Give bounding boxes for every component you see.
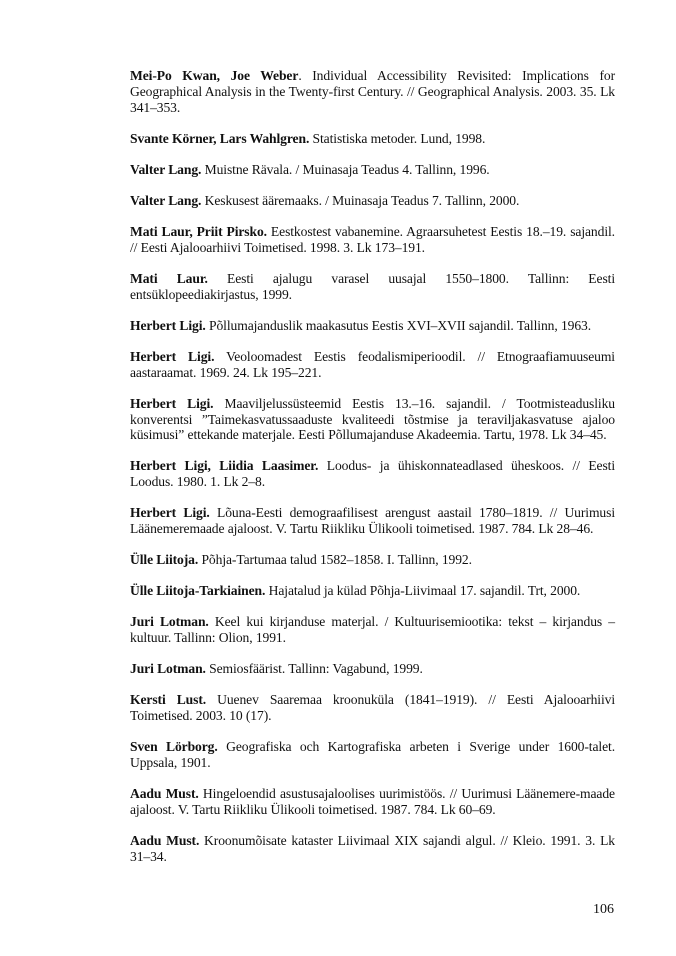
reference-text: Hajatalud ja külad Põhja-Liivimaal 17. sajandil. Trt, 2000. [265, 583, 581, 599]
reference-entry [130, 131, 615, 147]
reference-entry [130, 224, 615, 256]
reference-list [130, 68, 615, 880]
reference-text: Muistne Rävala. / Muinasaja Teadus 4. Tallinn, 1996. [201, 161, 490, 177]
reference-author: Valter Lang. [130, 161, 202, 177]
reference-entry [130, 271, 615, 303]
reference-entry [130, 833, 615, 865]
reference-entry [130, 614, 615, 646]
reference-text: Uuenev Saaremaa kroonuküla (1841–1919). // Eesti Ajalooarhiivi Toimetised. 2003. 10 (17). [130, 692, 615, 724]
reference-author: Herbert Ligi. [130, 505, 210, 521]
page-number: 106 [593, 902, 614, 917]
reference-author: Sven Lörborg. [130, 739, 218, 755]
reference-text: . Individual Accessibility Revisited: Implications for Geographical Analysis in the Twenty-first Century. // Geographical Analysis. 2003. 35. Lk 341–353. [130, 68, 616, 115]
reference-author: Kersti Lust. [130, 692, 207, 708]
reference-entry [130, 396, 615, 443]
reference-text: Statistiska metoder. Lund, 1998. [309, 130, 486, 146]
reference-text: Hingeloendid asustusajaloolises uurimistöös. // Uurimusi Läänemere-maade ajaloost. V. Tartu Riikliku Ülikooli toimetised. 1987. 784. Lk 60–69. [130, 786, 615, 817]
reference-text: Keel kui kirjanduse materjal. / Kultuurisemiootika: tekst – kirjandus – kultuur. Tallinn: Olion, 1991. [130, 614, 615, 646]
reference-text: Semiosfäärist. Tallinn: Vagabund, 1999. [205, 661, 423, 677]
reference-author: Aadu Must. [130, 786, 199, 802]
reference-text: Geografiska och Kartografiska arbeten i Sverige under 1600-talet. Uppsala, 1901. [130, 739, 615, 771]
reference-entry [130, 349, 615, 381]
reference-entry [130, 68, 615, 115]
reference-text: Maaviljelussüsteemid Eestis 13.–16. sajandil. / Tootmisteadusliku konverentsi ”Taimekasvatussaaduste kvaliteedi tõstmise ja teraviljakasvatuse ajaloo küsimusi” ettekande materjale. Eesti Põllumajanduse Akadeemia. Tartu, 1978. Lk 34–45. [130, 395, 615, 443]
reference-entry [130, 692, 615, 724]
reference-text: Lõuna-Eesti demograafilisest arengust aastail 1780–1819. // Uurimusi Läänemeremaade ajaloost. V. Tartu Riikliku Ülikooli toimetised. 1987. 784. Lk 28–46. [130, 505, 615, 537]
reference-author: Ülle Liitoja-Tarkiainen. [130, 583, 266, 599]
reference-entry [130, 661, 615, 677]
reference-text: Kroonumõisate kataster Liivimaal XIX sajandi algul. // Kleio. 1991. 3. Lk 31–34. [130, 833, 615, 864]
reference-text: Põhja-Tartumaa talud 1582–1858. I. Tallinn, 1992. [198, 552, 472, 568]
reference-author: Aadu Must. [130, 833, 200, 849]
reference-entry [130, 552, 615, 568]
reference-author: Mati Laur. [130, 270, 208, 286]
reference-entry [130, 505, 615, 537]
reference-author: Svante Körner, Lars Wahlgren. [130, 130, 310, 146]
reference-entry [130, 318, 615, 334]
reference-author: Valter Lang. [130, 192, 202, 208]
reference-entry [130, 193, 615, 209]
reference-text: Eesti ajalugu varasel uusajal 1550–1800. Tallinn: Eesti entsüklopeediakirjastus, 1999. [130, 270, 615, 302]
reference-entry [130, 583, 615, 599]
reference-text: Loodus- ja ühiskonnateadlased üheskoos. // Eesti Loodus. 1980. 1. Lk 2–8. [130, 458, 615, 490]
reference-author: Herbert Ligi, Liidia Laasimer. [130, 458, 319, 474]
reference-text: Eestkostest vabanemine. Agraarsuhetest Eestis 18.–19. sajandil. // Eesti Ajalooarhiivi Toimetised. 1998. 3. Lk 173–191. [130, 223, 615, 255]
reference-text: Põllumajanduslik maakasutus Eestis XVI–XVII sajandil. Tallinn, 1963. [205, 317, 592, 333]
reference-entry [130, 458, 615, 490]
reference-entry [130, 739, 615, 771]
reference-author: Juri Lotman. [130, 661, 206, 677]
reference-author: Ülle Liitoja. [130, 552, 199, 568]
reference-author: Herbert Ligi. [130, 317, 206, 333]
reference-author: Herbert Ligi. [130, 395, 214, 411]
reference-entry [130, 786, 615, 818]
reference-author: Juri Lotman. [130, 614, 209, 630]
reference-author: Mati Laur, Priit Pirsko. [130, 223, 267, 239]
reference-text: Veoloomadest Eestis feodalismiperioodil. // Etnograafiamuuseumi aastaraamat. 1969. 24. Lk 195–221. [130, 348, 615, 380]
reference-author: Mei-Po Kwan, Joe Weber [130, 68, 299, 83]
reference-author: Herbert Ligi. [130, 348, 215, 364]
reference-entry [130, 162, 615, 178]
reference-text: Keskusest ääremaaks. / Muinasaja Teadus 7. Tallinn, 2000. [201, 192, 520, 208]
